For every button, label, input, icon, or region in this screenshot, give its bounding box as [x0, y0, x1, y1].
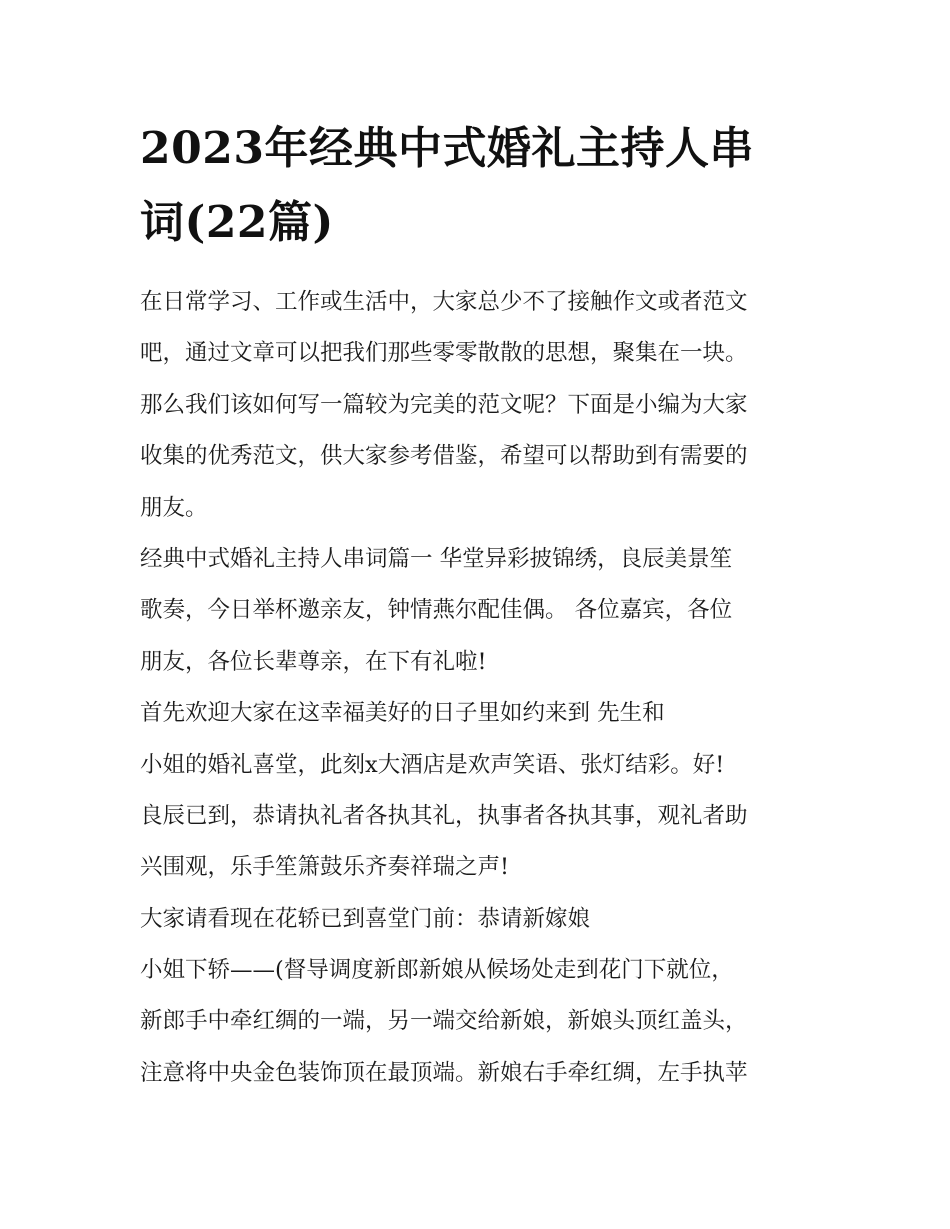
body-line: 小姐下轿——(督导调度新郎新娘从候场处走到花门下就位， [140, 957, 734, 984]
body-line: 注意将中央金色装饰顶在最顶端。新娘右手牵红绸，左手执苹 [140, 1059, 748, 1086]
title-line: 词(22篇) [140, 197, 334, 248]
body-line: 小姐的婚礼喜堂，此刻x大酒店是欢声笑语、张灯结彩。好! [140, 751, 725, 778]
body-line: 在日常学习、工作或生活中，大家总少不了接触作文或者范文 [140, 289, 748, 315]
document-body [140, 277, 830, 1099]
body-line: 新郎手中牵红绸的一端，另一端交给新娘，新娘头顶红盖头， [140, 1008, 748, 1035]
body-line: 良辰已到，恭请执礼者各执其礼，执事者各执其事，观礼者助 [140, 802, 748, 829]
title-line: 2023年经典中式婚礼主持人串 [140, 123, 754, 174]
body-line: 首先欢迎大家在这幸福美好的日子里如约来到 先生和 [140, 700, 665, 727]
body-line: 吧，通过文章可以把我们那些零零散散的思想，聚集在一块。 [140, 340, 748, 367]
body-line: 兴围观，乐手笙箫鼓乐齐奏祥瑞之声! [140, 854, 510, 881]
body-line: 朋友。 [140, 494, 208, 521]
body-line: 经典中式婚礼主持人串词篇一 华堂异彩披锦绣，良辰美景笙 [140, 545, 733, 572]
body-line: 收集的优秀范文，供大家参考借鉴，希望可以帮助到有需要的 [140, 443, 748, 470]
body-line: 朋友，各位长辈尊亲，在下有礼啦! [140, 648, 487, 675]
body-line: 歌奏，今日举杯邀亲友，钟情燕尔配佳偶。 各位嘉宾，各位 [140, 597, 733, 624]
document-title [140, 112, 820, 260]
body-line: 大家请看现在花轿已到喜堂门前：恭请新嫁娘 [140, 905, 591, 932]
body-line: 那么我们该如何写一篇较为完美的范文呢？下面是小编为大家 [140, 391, 748, 418]
